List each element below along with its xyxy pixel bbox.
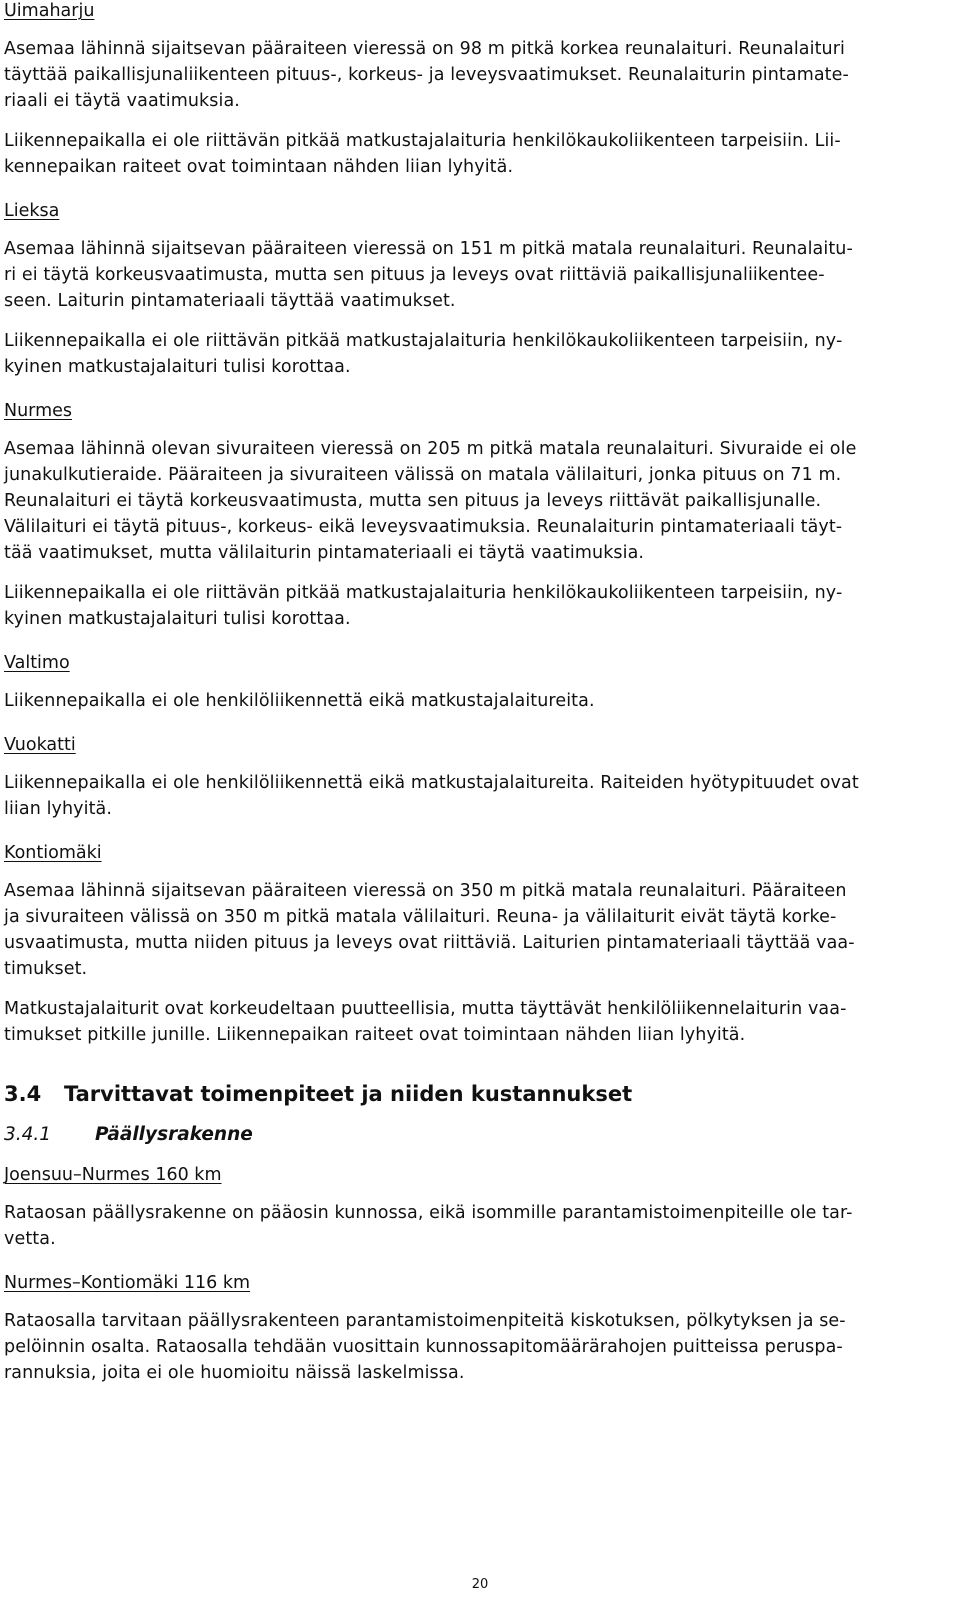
line: Välilaituri ei täytä pituus-, korkeus- eikä leveysvaatimuksia. Reunalaiturin pintamateriaali täyt-	[4, 517, 843, 537]
line: seen. Laiturin pintamateriaali täyttää vaatimukset.	[4, 291, 456, 311]
section-heading: Lieksa	[4, 201, 60, 221]
section-heading: Vuokatti	[4, 735, 76, 755]
line: Liikennepaikalla ei ole henkilöliikennettä eikä matkustajalaitureita.	[4, 691, 595, 711]
line: Asemaa lähinnä sijaitsevan pääraiteen vieressä on 151 m pitkä matala reunalaituri. Reunalaitu-	[4, 239, 853, 259]
section-heading: Valtimo	[4, 653, 70, 673]
paragraph	[4, 436, 942, 566]
paragraph	[4, 688, 942, 714]
line: täyttää paikallisjunaliikenteen pituus-, korkeus- ja leveysvaatimukset. Reunalaiturin pintamate-	[4, 65, 849, 85]
section-heading: Uimaharju	[4, 1, 95, 21]
line: Reunalaituri ei täytä korkeusvaatimusta, mutta sen pituus ja leveys riittävät paikallisjunalle.	[4, 491, 822, 511]
document-page	[4, 0, 942, 1386]
section-heading: Nurmes	[4, 401, 73, 421]
line: Matkustajalaiturit ovat korkeudeltaan puutteellisia, mutta täyttävät henkilöliikennelaiturin vaa-	[4, 999, 847, 1019]
line: kennepaikan raiteet ovat toimintaan nähden liian lyhyitä.	[4, 157, 514, 177]
paragraph	[4, 996, 942, 1048]
line: Liikennepaikalla ei ole riittävän pitkää matkustajalaituria henkilökaukoliikenteen tarpeisiin, ny-	[4, 331, 843, 351]
paragraph	[4, 770, 942, 822]
section-kontiomaki	[4, 840, 942, 1048]
line: vetta.	[4, 1229, 56, 1249]
line: ri ei täytä korkeusvaatimusta, mutta sen pituus ja leveys ovat riittäviä paikallisjunaliikentee-	[4, 265, 825, 285]
section-heading: Joensuu–Nurmes 160 km	[4, 1165, 222, 1185]
line: riaali ei täytä vaatimuksia.	[4, 91, 240, 111]
line: Rataosalla tarvitaan päällysrakenteen parantamistoimenpiteitä kiskotuksen, pölkytyksen ja se-	[4, 1311, 846, 1331]
line: kyinen matkustajalaituri tulisi korottaa.	[4, 357, 351, 377]
line: Asemaa lähinnä olevan sivuraiteen vieressä on 205 m pitkä matala reunalaituri. Sivuraide ei ole	[4, 439, 857, 459]
section-heading: Nurmes–Kontiomäki 116 km	[4, 1273, 251, 1293]
line: usvaatimusta, mutta niiden pituus ja leveys ovat riittäviä. Laiturien pintamateriaali täyttää vaa-	[4, 933, 855, 953]
section-valtimo	[4, 650, 942, 714]
subchapter-number: 3.4.1	[4, 1124, 52, 1145]
section-nurmes	[4, 398, 942, 632]
line: Asemaa lähinnä sijaitsevan pääraiteen vieressä on 98 m pitkä korkea reunalaituri. Reunalaituri	[4, 39, 845, 59]
line: Liikennepaikalla ei ole henkilöliikennettä eikä matkustajalaitureita. Raiteiden hyötypituudet ovat	[4, 773, 859, 793]
paragraph	[4, 328, 942, 380]
chapter-heading	[4, 1080, 942, 1108]
line: pelöinnin osalta. Rataosalla tehdään vuosittain kunnossapitomäärärahojen puitteissa peruspa-	[4, 1337, 843, 1357]
line: rannuksia, joita ei ole huomioitu näissä laskelmissa.	[4, 1363, 465, 1383]
section-uimaharju	[4, 0, 942, 180]
line: timukset pitkille junille. Liikennepaikan raiteet ovat toimintaan nähden liian lyhyitä.	[4, 1025, 746, 1045]
section-lieksa	[4, 198, 942, 380]
section-heading: Kontiomäki	[4, 843, 102, 863]
page-number: 20	[471, 1577, 489, 1592]
line: junakulkutieraide. Pääraiteen ja sivuraiteen välissä on matala välilaituri, jonka pituus on 71 m.	[4, 465, 842, 485]
line: Liikennepaikalla ei ole riittävän pitkää matkustajalaituria henkilökaukoliikenteen tarpeisiin. Lii-	[4, 131, 841, 151]
paragraph	[4, 1200, 942, 1252]
line: Liikennepaikalla ei ole riittävän pitkää matkustajalaituria henkilökaukoliikenteen tarpeisiin, ny-	[4, 583, 843, 603]
line: Rataosan päällysrakenne on pääosin kunnossa, eikä isommille parantamistoimenpiteille ole tar-	[4, 1203, 853, 1223]
chapter-title: Tarvittavat toimenpiteet ja niiden kustannukset	[64, 1082, 633, 1106]
subchapter-heading	[4, 1122, 942, 1148]
line: timukset.	[4, 959, 88, 979]
paragraph	[4, 128, 942, 180]
paragraph	[4, 580, 942, 632]
line: Asemaa lähinnä sijaitsevan pääraiteen vieressä on 350 m pitkä matala reunalaituri. Pääraiteen	[4, 881, 847, 901]
section-vuokatti	[4, 732, 942, 822]
line: tää vaatimukset, mutta välilaiturin pintamateriaali ei täytä vaatimuksia.	[4, 543, 645, 563]
line: ja sivuraiteen välissä on 350 m pitkä matala välilaituri. Reuna- ja välilaiturit eivät täytä korke-	[4, 907, 837, 927]
paragraph	[4, 878, 942, 982]
line: liian lyhyitä.	[4, 799, 113, 819]
chapter-number: 3.4	[4, 1082, 42, 1106]
paragraph	[4, 36, 942, 114]
section-nurmes-kontiomaki	[4, 1270, 942, 1386]
line: kyinen matkustajalaituri tulisi korottaa.	[4, 609, 351, 629]
paragraph	[4, 236, 942, 314]
paragraph	[4, 1308, 942, 1386]
subchapter-title: Päällysrakenne	[95, 1124, 253, 1145]
section-joensuu-nurmes	[4, 1162, 942, 1252]
